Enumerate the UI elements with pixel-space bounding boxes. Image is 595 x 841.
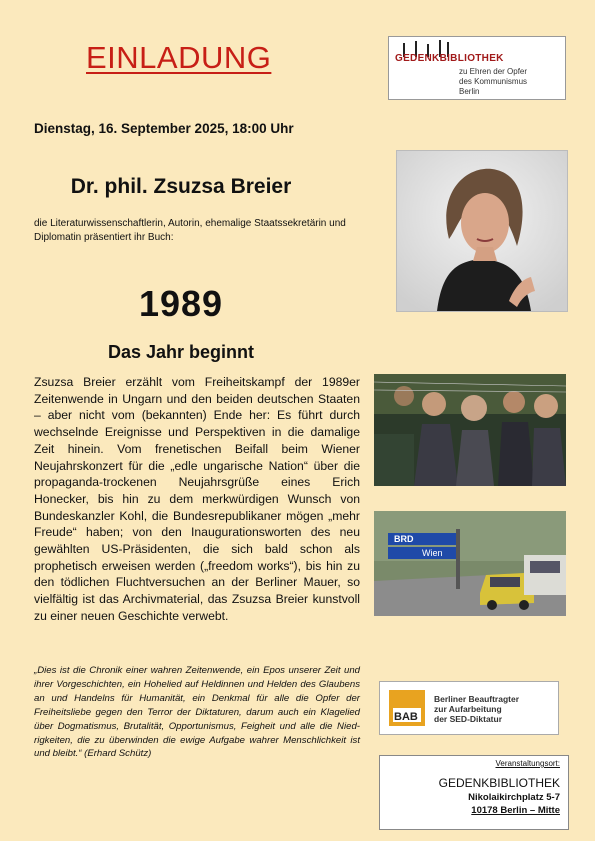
logo-subtitle-line: zu Ehren der Opfer	[459, 67, 528, 76]
bab-mark-text: BAB	[394, 711, 418, 723]
bab-line: zur Aufarbeitung	[434, 704, 502, 714]
speaker-portrait-photo	[396, 150, 568, 312]
logo-subtitle-line: des Kommunismus	[459, 77, 528, 86]
page-title: EINLADUNG	[86, 40, 272, 75]
logo-name: GEDENKBIBLIOTHEK	[395, 53, 504, 64]
bab-logo	[379, 681, 559, 735]
logo-subtitle-line: Berlin	[459, 87, 480, 96]
book-subtitle: Das Jahr beginnt	[107, 342, 255, 362]
venue-box	[379, 755, 569, 830]
book-description: Zsuzsa Breier erzählt vom Freiheitskampf der 1989er Zeitenwende in Ungarn und den beiden deutschen Staaten – aber nicht vom (bekannten) Ende her: Es führt durch wechselnde Ereignisse und Perspektiven in die damalige Zeit hinein. Vom frenetischen Beifall beim Wiener Neujahrskonzert für die „edle ungarische Nation“ über die propaganda-trockenen Neujahrsgrüße eines Erich Honecker, bis hin zu dem merkwürdigen Wunsch von Bundeskanzler Kohl, die Bundesrepublikaner mögen „mehr Freude“ haben; von den Inaugurationsworten des neu gewählten US-Präsidenten, die sich bald schon als prophetisch erweisen werden („freedom works“), bis hin zu den tödlichen Fluchtversuchen an der Berliner Mauer, so vielfältig ist das Archivmaterial, das Zsuzsa Breier kunstvoll zu einer neuen Geschichte verwebt.	[34, 375, 360, 623]
gedenkbibliothek-logo	[388, 36, 566, 100]
speaker-intro: die Literaturwissenschaftlerin, Autorin, ehemalige Staatssekretärin und Diplomatin präsentiert ihr Buch:	[34, 218, 346, 243]
event-date: Dienstag, 16. September 2025, 18:00 Uhr	[34, 121, 294, 136]
bab-line: der SED-Diktatur	[434, 714, 503, 724]
bab-line: Berliner Beauftragter	[434, 694, 520, 704]
road-sign-text: BRD	[394, 534, 414, 544]
book-title-year: 1989	[138, 283, 224, 324]
venue-street: Nikolaikirchplatz 5-7	[468, 792, 560, 803]
bab-logo-text	[434, 694, 519, 724]
logo-subtitle	[459, 67, 527, 97]
venue-city: 10178 Berlin – Mitte	[471, 805, 560, 816]
road-sign-text: Wien	[422, 548, 443, 558]
crowd-photo	[374, 374, 566, 486]
venue-name: GEDENKBIBLIOTHEK	[438, 776, 560, 790]
venue-label: Veranstaltungsort:	[495, 759, 560, 768]
review-quote: „Dies ist die Chronik einer wahren Zeitenwende, ein Epos unserer Zeit und ihrer Vorgeschichten, ein Hohelied auf Heldinnen und Helden des Glaubens an und Handelns für Humanität, ein Denkmal für alle die Opfer der Freiheitsliebe gegen den Terror der Diktaturen, darum auch ein Klagelied über Dogmatismus, Brutalität, Opportunismus, Feigheit und alle die Niedrigkeiten, die zu überwinden die ewige Aufgabe wahrer Menschlichkeit ist und bleibt.“ (Erhard Schütz)	[34, 665, 360, 760]
speaker-name: Dr. phil. Zsuzsa Breier	[70, 175, 292, 198]
road-border-photo	[374, 511, 566, 616]
bab-logo-mark-icon	[389, 690, 425, 726]
